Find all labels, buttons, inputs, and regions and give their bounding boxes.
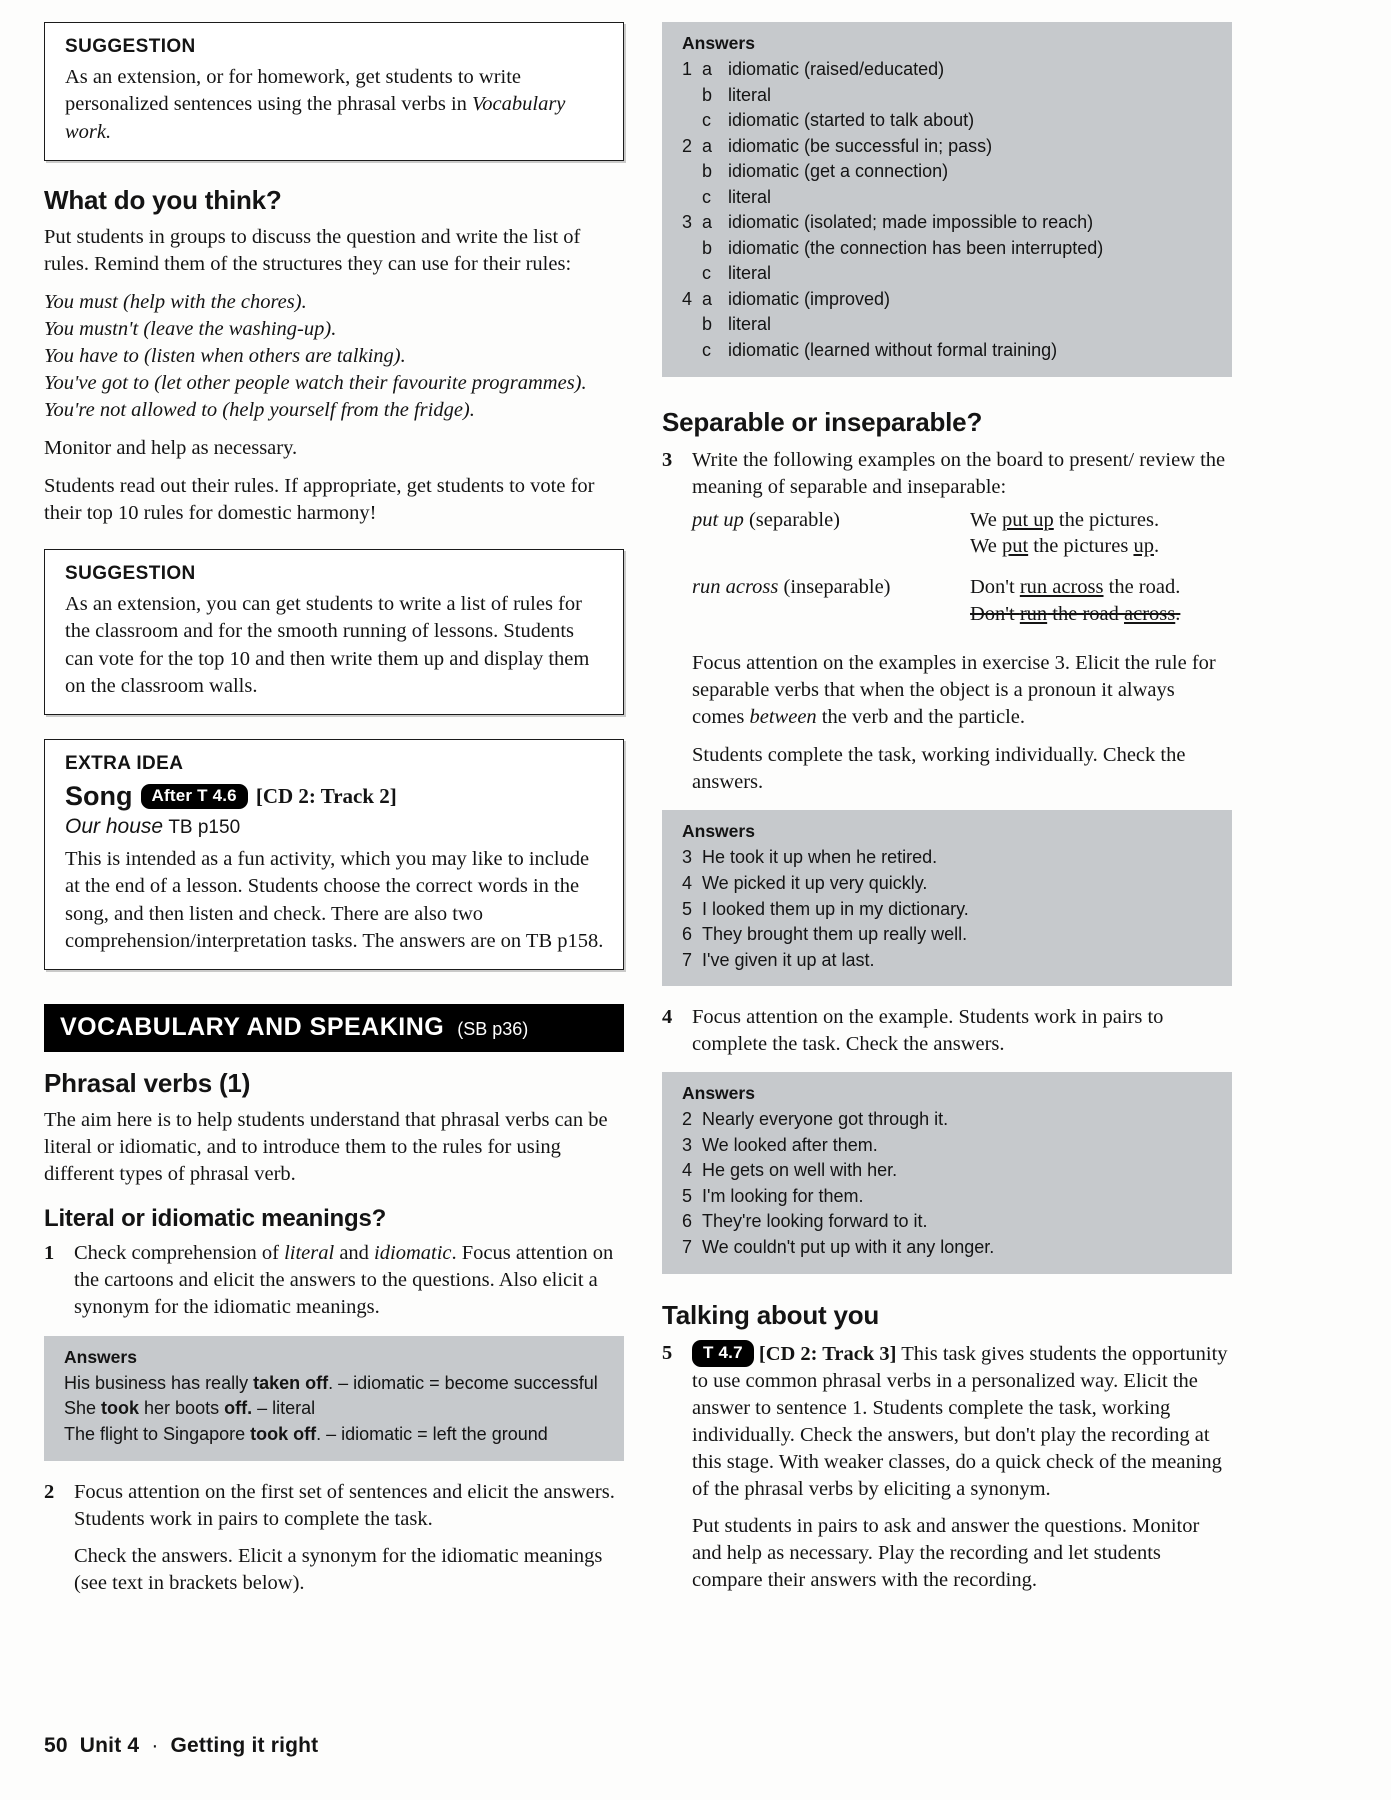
answer-text: We looked after them. [702,1134,878,1155]
answer-row [682,871,1216,897]
answers-label: Answers [682,33,755,53]
exercise-3-intro: Write the following examples on the board to present/ review the meaning of separable and inseparable: [692,448,1226,498]
answer-row [682,83,1216,109]
answer-text: He gets on well with her. [702,1160,898,1181]
answer-number: 4 [682,1160,693,1181]
answer-line-0-pre: His business has really [64,1372,254,1393]
exercise-1-part-4: . Focus attention on the cartoons and elicit the answers to the questions. Also elicit a synonym for the idiomatic meanings. [74,1242,614,1319]
answer-text: We couldn't put up with it any longer. [702,1237,995,1258]
answer-text: idiomatic (be successful in; pass) [728,135,993,156]
sentence-pre: Don't [970,575,1020,598]
heading-phrasal-verbs: Phrasal verbs (1) [44,1068,251,1099]
exercise-2-para-2: Check the answers. Elicit a synonym for the idiomatic meanings (see text in brackets below). [74,1545,603,1595]
exercise-3 [662,447,1232,640]
example-verb-cell [692,574,970,627]
answer-letter: b [702,84,713,105]
answer-line [64,1371,608,1397]
exercise-5-para-1 [692,1340,1232,1503]
answer-row [682,236,1216,262]
answer-number: 6 [682,924,693,945]
answer-text: idiomatic (isolated; made impossible to reach) [728,212,1094,233]
answer-row [682,312,1216,338]
answer-row [682,948,1216,974]
suggestion-box-1-italic: Vocabulary work. [65,93,566,143]
example-sentence [970,507,1232,534]
answer-row [682,185,1216,211]
answer-letter: b [702,161,713,182]
between-italic: between [749,706,817,729]
answer-letter: c [702,340,711,361]
sentence-pre: Don't [970,602,1020,625]
structure-example-4: You're not allowed to (help yourself from the fridge). [44,399,475,422]
song-heading-row [65,781,607,812]
exercise-1-part-2: and [334,1242,375,1265]
sentence-underlined-2: up [1133,535,1154,558]
sentence-mid: the road [1047,602,1125,625]
exercise-1-part-0: Check comprehension of [74,1242,285,1265]
answer-letter: c [702,110,711,131]
sentence-underlined: run across [1019,575,1104,598]
answer-number [682,312,702,338]
answer-row [682,1107,1216,1133]
song-title: Our house [65,815,164,839]
what-do-you-think-para-1: Put students in groups to discuss the question and write the list of rules. Remind them of the structures they can use for their rules: [44,225,581,275]
page-number: 50 [44,1734,68,1757]
footer-unit-title: Getting it right [170,1734,319,1757]
answer-row [682,1133,1216,1159]
answer-line-1-bold: took [101,1398,140,1419]
answer-row [682,922,1216,948]
answer-text: idiomatic (raised/educated) [728,59,945,79]
answer-line-2-bold: took off [250,1424,317,1445]
answer-letter: a [702,212,713,233]
answer-text: literal [728,314,772,335]
answer-text: literal [728,263,772,284]
structure-example-2: You have to (listen when others are talking). [44,344,406,367]
example-sentence [970,533,1232,560]
answer-letter: c [702,263,711,284]
suggestion-box-1 [44,22,624,161]
sentence-underlined: run [1019,602,1048,625]
answer-text: idiomatic (improved) [728,288,891,309]
suggestion-box-1-text: As an extension, or for homework, get students to write personalized sentences using the phrasal verbs in [65,66,522,116]
answer-text: Nearly everyone got through it. [702,1109,949,1130]
answer-text: idiomatic (learned without formal training) [728,340,1058,361]
answer-number: 6 [682,1211,693,1232]
what-do-you-think-para-3: Students read out their rules. If appropriate, get students to vote for their top 10 rules for domestic harmony! [44,475,595,525]
separable-examples-table [692,507,1232,628]
sentence-post: the pictures. [1053,508,1160,531]
exercise-5-cd-reference: [CD 2: Track 3] [758,1342,897,1365]
answers-label: Answers [682,1083,755,1104]
answer-letter: a [702,135,713,156]
answer-line [64,1422,608,1448]
answer-row [682,108,1216,134]
answer-number: 3 [682,212,693,233]
track-badge: T 4.7 [692,1340,754,1367]
left-column [44,22,624,1608]
exercise-4-body [692,1004,1232,1058]
song-word: Song [65,781,133,812]
exercise-4-text: Focus attention on the example. Students work in pairs to complete the task. Check the answers. [692,1006,1164,1056]
answer-line-0-post: . – idiomatic = become successful [328,1372,598,1393]
answer-text: I'm looking for them. [702,1185,864,1206]
exercise-5-para-2: Put students in pairs to ask and answer the questions. Monitor and help as necessary. Play the recording and let students compare their answers with the recording. [692,1514,1200,1591]
exercise-5-body [692,1340,1232,1594]
exercise-2-number: 2 [44,1481,55,1504]
example-verb-type: (inseparable) [778,575,891,598]
example-sentence-incorrect [970,601,1232,628]
answer-number: 2 [682,135,693,156]
answer-line [64,1396,608,1422]
answer-row [682,1235,1216,1261]
answer-number: 7 [682,949,693,970]
answer-letter: a [702,59,713,79]
exercise-4 [662,1004,1232,1058]
exercise-3-follow-up-2: Students complete the task, working individually. Check the answers. [692,744,1186,794]
answer-row [682,1184,1216,1210]
footer-unit: Unit 4 [79,1734,140,1757]
exercise-2-para-1: Focus attention on the first set of sentences and elicit the answers. Students work in pairs to complete the task. [74,1481,615,1531]
exercise-1-part-1: literal [284,1242,335,1265]
answer-row [682,159,1216,185]
exercise-3-follow-up-1: Focus attention on the examples in exercise 3. Elicit the rule for separable verbs that when the object is a pronoun it always comes between the verb and the particle. [692,652,1216,729]
answer-number [682,159,702,185]
answer-number: 1 [682,59,693,79]
answer-line-1-bold2: off. [224,1398,253,1419]
answer-number: 5 [682,1185,693,1206]
answer-row [682,845,1216,871]
example-sentences-cell [970,507,1232,560]
sentence-pre: We [970,535,1002,558]
heading-separable-or-inseparable: Separable or inseparable? [662,406,983,437]
answer-row [682,1209,1216,1235]
example-row [692,507,1232,560]
answers-box-exercise-1 [44,1336,624,1462]
banner-title: VOCABULARY AND SPEAKING [60,1013,445,1042]
banner-student-book-reference: (SB p36) [457,1019,529,1040]
answer-number: 4 [682,288,693,309]
answer-line-2-post: . – idiomatic = left the ground [316,1424,548,1445]
answer-letter: b [702,237,713,258]
answer-row [682,1158,1216,1184]
answer-text: I looked them up in my dictionary. [702,898,969,919]
extra-idea-body: This is intended as a fun activity, which you may like to include at the end of a lesson. Students choose the correct words in the song, and then listen and check. There are also two comprehension/interpretation tasks. The answers are on TB p158. [65,848,604,952]
answer-number: 7 [682,1237,693,1258]
answer-number [682,338,702,364]
answers-label: Answers [682,821,755,842]
exercise-2-body [74,1479,624,1597]
right-column [662,22,1232,1608]
answer-row [682,287,1216,313]
suggestion-box-1-label: SUGGESTION [65,36,196,57]
sentence-underlined-2: across [1124,602,1176,625]
structure-example-1: You mustn't (leave the washing-up). [44,317,337,340]
sentence-mid: the pictures [1028,535,1134,558]
exercise-1-text [74,1240,624,1321]
answer-text: literal [728,84,772,105]
what-do-you-think-para-2: Monitor and help as necessary. [44,437,298,460]
sentence-underlined: put [1001,535,1029,558]
answer-text: They're looking forward to it. [702,1211,928,1232]
answer-line-2-pre: The flight to Singapore [64,1424,251,1445]
exercise-5 [662,1340,1232,1594]
song-cd-reference: [CD 2: Track 2] [255,784,397,809]
example-verb-cell [692,507,970,560]
answer-text: He took it up when he retired. [702,847,938,868]
answer-row [682,210,1216,236]
answer-number: 2 [682,1109,693,1130]
answers-box-exercise-3 [662,810,1232,986]
exercise-4-number: 4 [662,1006,673,1029]
song-title-row [65,814,607,839]
answer-text: literal [728,186,772,207]
exercise-3-number: 3 [662,448,673,471]
sentence-post: . [1153,535,1160,558]
song-page-reference: TB p150 [168,817,241,839]
answer-row [682,338,1216,364]
extra-idea-box [44,739,624,970]
heading-what-do-you-think: What do you think? [44,184,282,215]
answer-text: idiomatic (get a connection) [728,161,949,182]
section-banner-vocabulary-and-speaking [44,1004,624,1052]
answer-letter: c [702,186,711,207]
answers-label: Answers [64,1346,137,1367]
exercise-1-body [74,1240,624,1321]
answer-text: We picked it up very quickly. [702,873,928,893]
footer-separator: · [151,1734,159,1757]
exercise-1-part-3: idiomatic [374,1242,452,1265]
answer-number: 3 [682,847,693,868]
exercise-2 [44,1479,624,1597]
example-sentences-cell [970,574,1232,627]
sentence-post: the road. [1103,575,1181,598]
suggestion-box-1-body [65,64,607,146]
answer-number [682,185,702,211]
page-footer [44,1734,318,1758]
answer-row [682,57,1216,83]
answer-number: 5 [682,898,693,919]
answers-box-exercise-2 [662,22,1232,377]
exercise-5-number: 5 [662,1341,673,1364]
answer-text: idiomatic (started to talk about) [728,110,975,131]
answer-number [682,83,702,109]
answers-box-exercise-4 [662,1072,1232,1273]
sentence-pre: We [970,508,1002,531]
exercise-1 [44,1240,624,1321]
answer-text: idiomatic (the connection has been interrupted) [728,237,1104,258]
answer-text: They brought them up really well. [702,924,968,945]
example-verb: put up [692,508,744,531]
answer-line-1-pre: She [64,1398,102,1419]
answer-row [682,134,1216,160]
answer-line-1-mid: her boots [139,1398,225,1419]
example-verb-type: (separable) [743,508,841,531]
structure-examples [44,289,624,424]
answer-number: 3 [682,1134,693,1155]
example-row [692,574,1232,627]
example-verb: run across [692,575,779,598]
two-column-layout [44,22,1344,1608]
answer-letter: b [702,314,713,335]
exercise-5-text: This task gives students the opportunity to use common phrasal verbs in a personalized way. Elicit the answer to sentence 1. Students complete the task, working individually. Check the answers, but don't play the recording at this stage. With weaker classes, do a quick check of the meaning of the phrasal verbs by eliciting a synonym. [692,1342,1228,1500]
exercise-1-number: 1 [44,1242,55,1265]
suggestion-box-2-label: SUGGESTION [65,563,196,585]
sentence-post: . [1175,602,1181,625]
answer-line-1-post: – literal [252,1398,316,1419]
answer-number: 4 [682,873,693,893]
after-track-badge: After T 4.6 [141,784,248,809]
answer-row [682,261,1216,287]
heading-talking-about-you: Talking about you [662,1299,880,1330]
answer-letter: a [702,288,713,309]
answer-text: I've given it up at last. [702,949,875,970]
phrasal-verbs-body: The aim here is to help students understand that phrasal verbs can be literal or idiomatic, and to introduce them to the rules for using different types of phrasal verb. [44,1109,608,1186]
exercise-3-body [692,447,1232,640]
suggestion-box-2-body: As an extension, you can get students to write a list of rules for the classroom and for the smooth running of lessons. Students can vote for the top 10 and then write them up and display them on the classroom walls. [65,593,590,697]
example-sentence [970,574,1232,601]
structure-example-3: You've got to (let other people watch their favourite programmes). [44,371,587,394]
structure-example-0: You must (help with the chores). [44,290,307,313]
sentence-underlined: put up [1001,508,1054,531]
heading-literal-or-idiomatic: Literal or idiomatic meanings? [44,1205,387,1233]
answer-number [682,108,702,134]
answer-row [682,897,1216,923]
extra-idea-label: EXTRA IDEA [65,753,184,775]
answer-line-0-bold: taken off [253,1372,329,1393]
suggestion-box-2 [44,549,624,715]
answer-number [682,236,702,262]
answer-number [682,261,702,287]
